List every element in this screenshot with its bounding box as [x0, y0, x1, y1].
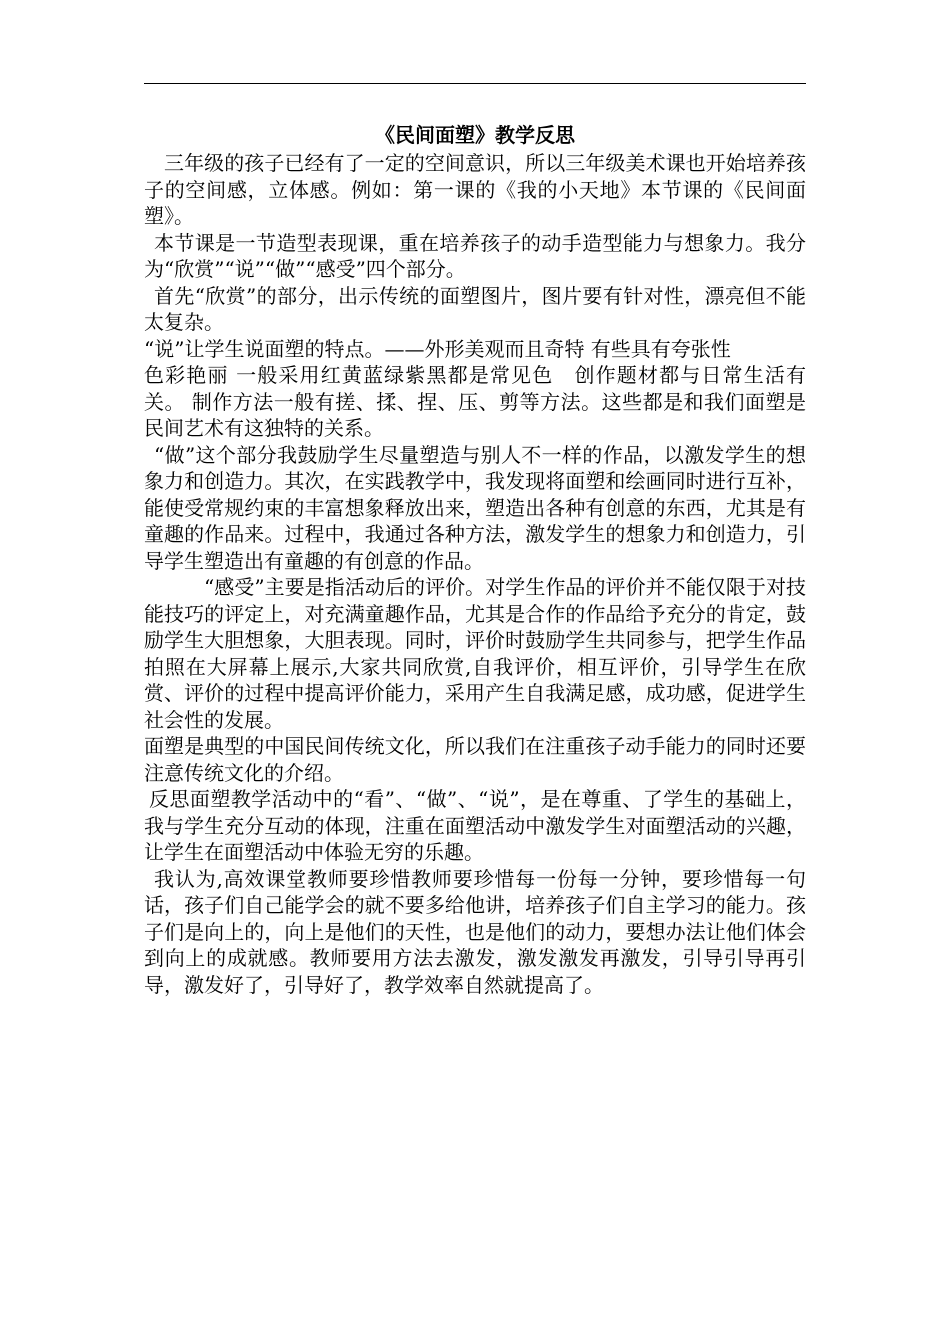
- paragraph-appreciate: 首先“欣赏”的部分，出示传统的面塑图片，图片要有针对性，漂亮但不能太复杂。: [144, 283, 806, 334]
- paragraph-intro: 三年级的孩子已经有了一定的空间意识，所以三年级美术课也开始培养孩子的空间感，立体感。例如：第一课的《我的小天地》本节课的《民间面塑》。: [144, 151, 806, 228]
- document-title: 《民间面塑》教学反思: [375, 123, 575, 147]
- paragraph-speak: “说”让学生说面塑的特点。——外形美观而且奇特 有些具有夸张性: [144, 336, 731, 361]
- paragraph-lesson-overview: 本节课是一节造型表现课，重在培养孩子的动手造型能力与想象力。我分为“欣赏”“说”“做”“感受”四个部分。: [144, 230, 806, 281]
- paragraph-tradition: 面塑是典型的中国民间传统文化，所以我们在注重孩子动手能力的同时还要注意传统文化的介绍。: [144, 734, 806, 785]
- paragraph-conclusion: 我认为,高效课堂教师要珍惜教师要珍惜每一份每一分钟，要珍惜每一句话，孩子们自己能学会的就不要多给他讲，培养孩子们自主学习的能力。孩子们是向上的，向上是他们的天性，也是他们的动力，要想办法让他们体会到向上的成就感。教师要用方法去激发，激发激发再激发，引导引导再引导，激发好了，引导好了，教学效率自然就提高了。: [144, 866, 806, 997]
- document-body: [144, 120, 806, 998]
- paragraph-feel: “感受”主要是指活动后的评价。对学生作品的评价并不能仅限于对技能技巧的评定上，对充满童趣作品，尤其是合作的作品给予充分的肯定，鼓励学生大胆想象，大胆表现。同时，评价时鼓励学生共同参与，把学生作品拍照在大屏幕上展示,大家共同欣赏,自我评价，相互评价，引导学生在欣赏、评价的过程中提高评价能力，采用产生自我满足感，成功感，促进学生社会性的发展。: [144, 575, 806, 732]
- paragraph-make: “做”这个部分我鼓励学生尽量塑造与别人不一样的作品，以激发学生的想象力和创造力。其次，在实践教学中，我发现将面塑和绘画同时进行互补，能使受常规约束的丰富想象释放出来，塑造出各种有创意的东西，尤其是有童趣的作品来。过程中，我通过各种方法，激发学生的想象力和创造力，引导学生塑造出有童趣的有创意的作品。: [144, 442, 806, 573]
- header-rule: [144, 83, 806, 84]
- paragraph-features: 色彩艳丽 一般采用红黄蓝绿紫黑都是常见色 创作题材都与日常生活有关。 制作方法一般有搓、揉、捏、压、剪等方法。这些都是和我们面塑是民间艺术有这独特的关系。: [144, 363, 806, 440]
- paragraph-reflection: 反思面塑教学活动中的“看”、“做”、“说”，是在尊重、了学生的基础上，我与学生充分互动的体现，注重在面塑活动中激发学生对面塑活动的兴趣，让学生在面塑活动中体验无穷的乐趣。: [144, 787, 806, 864]
